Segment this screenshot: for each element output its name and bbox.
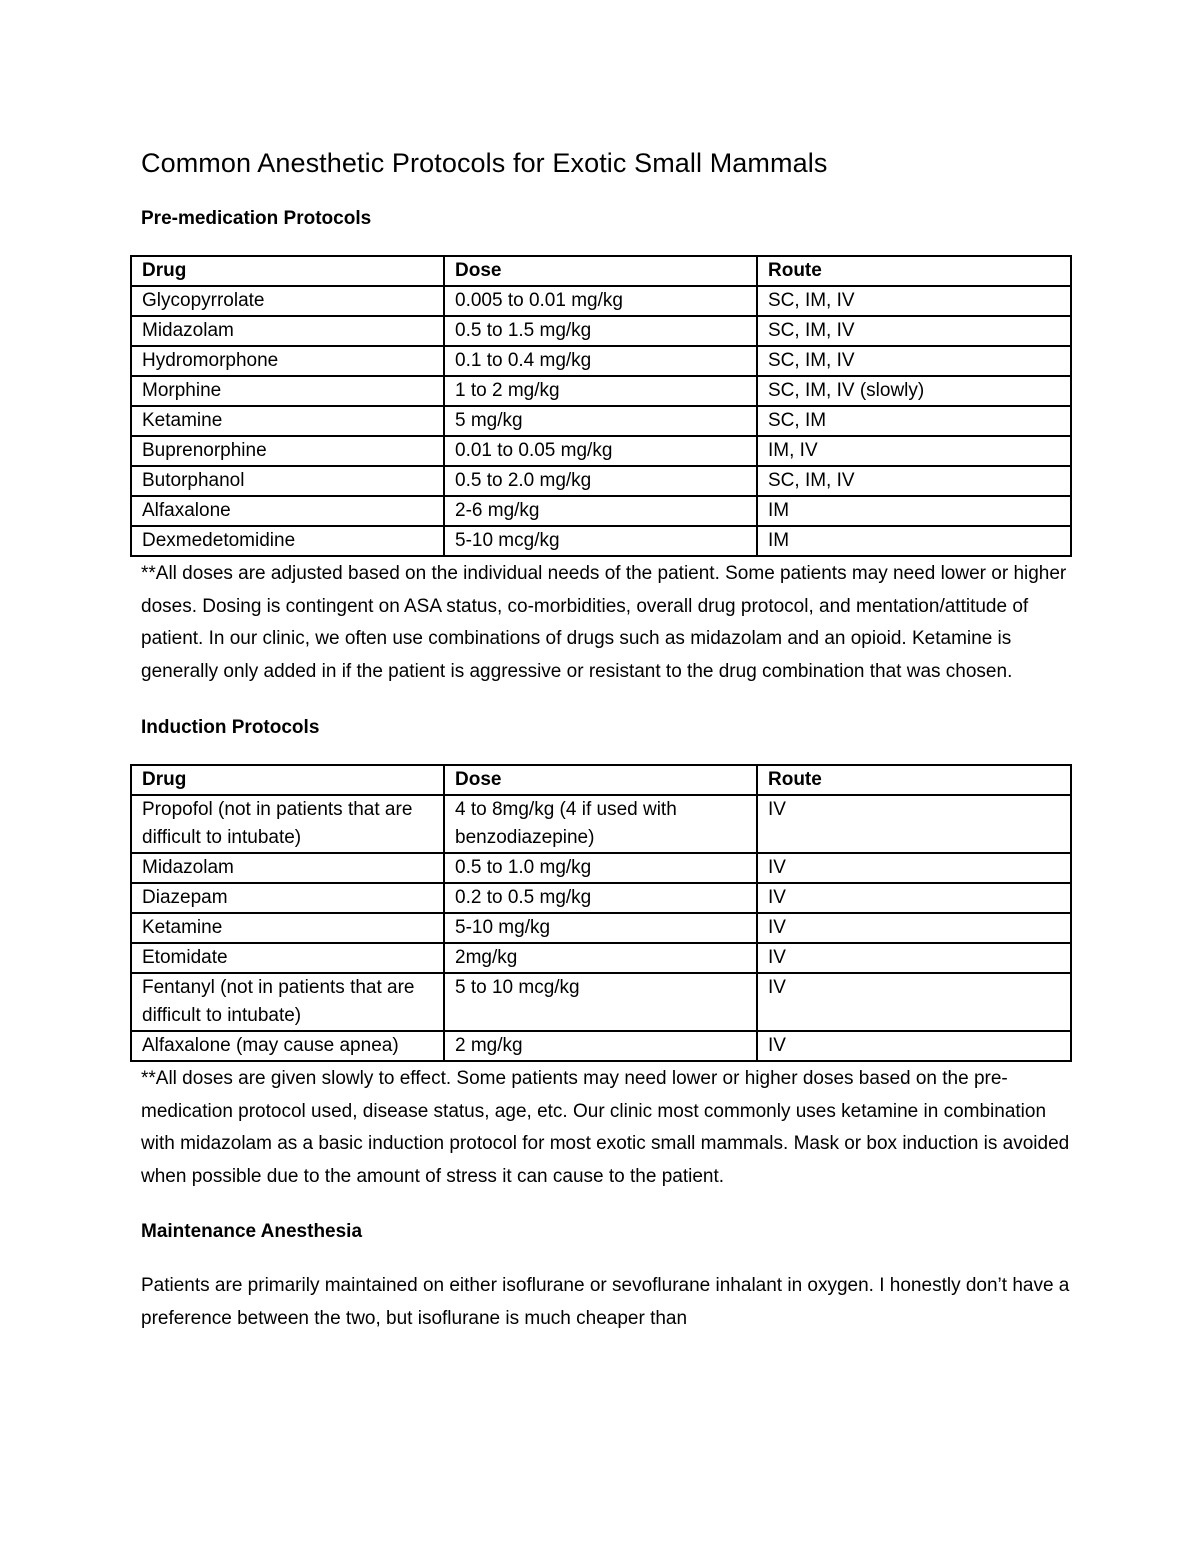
table-row [131,316,1071,346]
drug-cell: Ketamine [131,913,444,943]
table-row [131,496,1071,526]
dose-cell: 5-10 mcg/kg [444,526,757,556]
route-cell: IV [757,1031,1071,1061]
table-row [131,1031,1071,1061]
drug-cell: Etomidate [131,943,444,973]
route-cell: IM [757,496,1071,526]
route-cell: SC, IM, IV [757,316,1071,346]
table-row [131,376,1071,406]
table-header-row [131,765,1071,795]
dose-cell: 1 to 2 mg/kg [444,376,757,406]
premedication-table [130,255,1072,557]
premedication-note: **All doses are adjusted based on the individual needs of the patient. Some patients may need lower or higher doses. Dosing is contingent on ASA status, co-morbidities, overall drug protocol, and mentation/attitude of patient. In our clinic, we often use combinations of drugs such as midazolam and an opioid. Ketamine is generally only added in if the patient is aggressive or resistant to the drug combination that was chosen. [141,563,1067,682]
dose-cell: 2mg/kg [444,943,757,973]
drug-cell: Alfaxalone [131,496,444,526]
route-cell: SC, IM, IV [757,466,1071,496]
drug-cell: Alfaxalone (may cause apnea) [131,1031,444,1061]
route-cell: IV [757,795,1071,853]
dose-cell: 2-6 mg/kg [444,496,757,526]
column-header-drug: Drug [131,256,444,286]
route-cell: IV [757,943,1071,973]
table-row [131,795,1071,853]
drug-cell: Dexmedetomidine [131,526,444,556]
dose-cell: 5 mg/kg [444,406,757,436]
dose-cell: 0.5 to 1.0 mg/kg [444,853,757,883]
column-header-dose: Dose [444,765,757,795]
maintenance-text: Patients are primarily maintained on either isoflurane or sevoflurane inhalant in oxygen. I honestly don’t have a preference between the two, but isoflurane is much cheaper than [141,1275,1070,1329]
drug-cell: Buprenorphine [131,436,444,466]
dose-cell: 0.2 to 0.5 mg/kg [444,883,757,913]
route-cell: SC, IM, IV [757,286,1071,316]
table-row [131,436,1071,466]
premedication-heading: Pre-medication Protocols [141,208,372,229]
column-header-dose: Dose [444,256,757,286]
table-row [131,346,1071,376]
dose-cell: 0.5 to 2.0 mg/kg [444,466,757,496]
drug-cell: Fentanyl (not in patients that are difficult to intubate) [131,973,444,1031]
table-row [131,286,1071,316]
column-header-route: Route [757,256,1071,286]
table-row [131,466,1071,496]
route-cell: IV [757,913,1071,943]
column-header-route: Route [757,765,1071,795]
induction-note: **All doses are given slowly to effect. Some patients may need lower or higher doses based on the pre-medication protocol used, disease status, age, etc. Our clinic most commonly uses ketamine in combination with midazolam as a basic induction protocol for most exotic small mammals. Mask or box induction is avoided when possible due to the amount of stress it can cause to the patient. [141,1068,1070,1187]
dose-cell: 0.5 to 1.5 mg/kg [444,316,757,346]
induction-table [130,764,1072,1062]
route-cell: IV [757,883,1071,913]
drug-cell: Butorphanol [131,466,444,496]
route-cell: IM, IV [757,436,1071,466]
route-cell: IV [757,853,1071,883]
route-cell: IV [757,973,1071,1031]
maintenance-heading: Maintenance Anesthesia [141,1221,363,1242]
dose-cell: 4 to 8mg/kg (4 if used with benzodiazepine) [444,795,757,853]
route-cell: IM [757,526,1071,556]
table-row [131,406,1071,436]
induction-heading: Induction Protocols [141,717,320,738]
drug-cell: Midazolam [131,316,444,346]
table-row [131,526,1071,556]
table-row [131,853,1071,883]
document-title: Common Anesthetic Protocols for Exotic Small Mammals [141,148,828,178]
drug-cell: Midazolam [131,853,444,883]
dose-cell: 2 mg/kg [444,1031,757,1061]
column-header-drug: Drug [131,765,444,795]
dose-cell: 0.1 to 0.4 mg/kg [444,346,757,376]
drug-cell: Hydromorphone [131,346,444,376]
table-row [131,913,1071,943]
drug-cell: Ketamine [131,406,444,436]
route-cell: SC, IM [757,406,1071,436]
table-row [131,973,1071,1031]
route-cell: SC, IM, IV [757,346,1071,376]
route-cell: SC, IM, IV (slowly) [757,376,1071,406]
drug-cell: Propofol (not in patients that are difficult to intubate) [131,795,444,853]
dose-cell: 5-10 mg/kg [444,913,757,943]
table-row [131,883,1071,913]
dose-cell: 5 to 10 mcg/kg [444,973,757,1031]
document-body [141,146,1071,1335]
table-row [131,943,1071,973]
drug-cell: Glycopyrrolate [131,286,444,316]
dose-cell: 0.005 to 0.01 mg/kg [444,286,757,316]
table-header-row [131,256,1071,286]
drug-cell: Morphine [131,376,444,406]
drug-cell: Diazepam [131,883,444,913]
dose-cell: 0.01 to 0.05 mg/kg [444,436,757,466]
